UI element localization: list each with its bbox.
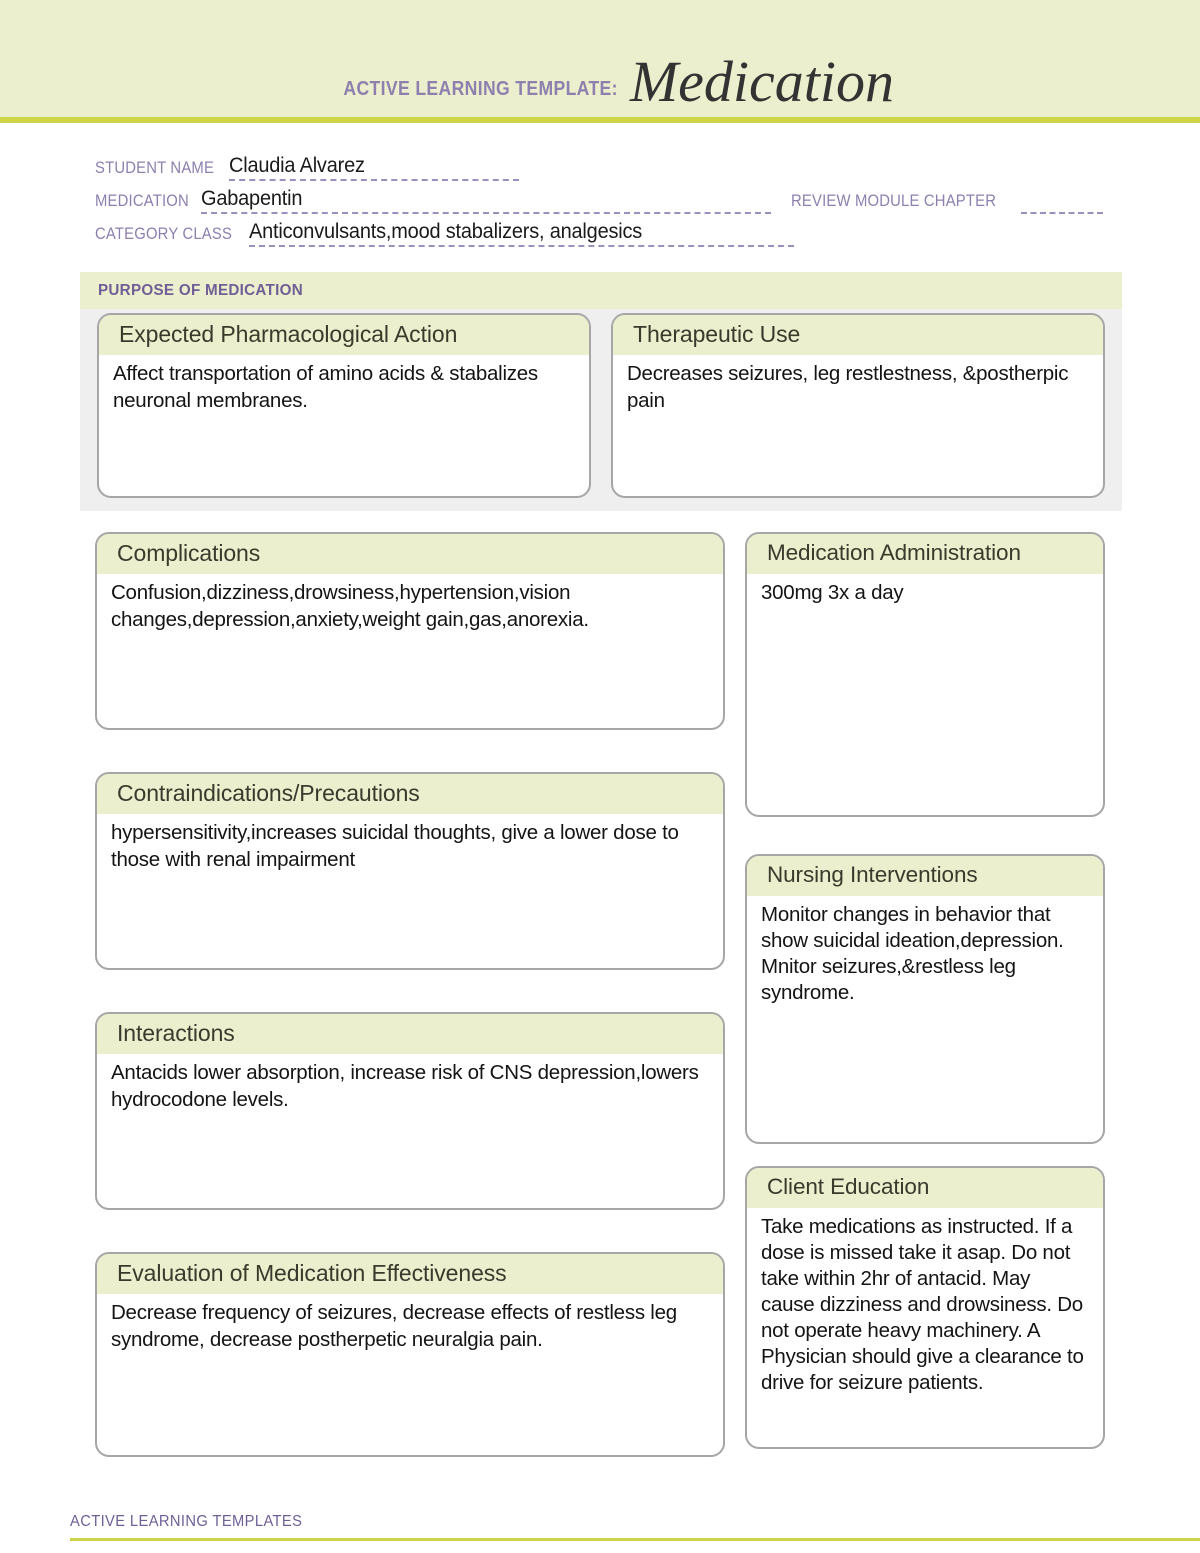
card-content[interactable]: Take medications as instructed. If a dose is missed take it asap. Do not take within 2hr of antacid. May cause dizziness and drowsiness. Do not operate heavy machinery. A Physician should give a clearance to drive for seizure patients.	[761, 1214, 1090, 1394]
card-content[interactable]: Confusion,dizziness,drowsiness,hypertension,vision changes,depression,anxiety,weight gain,gas,anorexia.	[111, 581, 589, 631]
card-title: Expected Pharmacological Action	[99, 315, 589, 355]
card-title: Interactions	[97, 1014, 723, 1054]
card-title: Medication Administration	[747, 534, 1103, 574]
card-content[interactable]: Affect transportation of amino acids & stabalizes neuronal membranes.	[113, 362, 544, 412]
category-class-label: CATEGORY CLASS	[95, 225, 233, 243]
header-rule	[0, 117, 1200, 123]
review-module-chapter-label: REVIEW MODULE CHAPTER	[791, 192, 997, 210]
form-fields	[95, 148, 1105, 247]
card-therapeutic-use	[611, 313, 1105, 498]
purpose-section-title: PURPOSE OF MEDICATION	[98, 281, 304, 299]
card-title: Complications	[97, 534, 723, 574]
review-module-chapter-group	[791, 192, 1103, 214]
footer-label: ACTIVE LEARNING TEMPLATES	[70, 1513, 303, 1530]
category-class-row	[95, 214, 1105, 247]
category-class-value: Anticonvulsants,mood stabalizers, analgesics	[249, 220, 643, 243]
card-content[interactable]: 300mg 3x a day	[761, 580, 904, 604]
student-name-row	[95, 148, 1105, 181]
footer-rule	[70, 1538, 1200, 1541]
card-content[interactable]: Decreases seizures, leg restlestness, &postherpic pain	[627, 362, 1074, 412]
review-module-chapter-input[interactable]	[1021, 193, 1103, 214]
right-column	[745, 532, 1105, 1449]
card-expected-pharmacological-action	[97, 313, 591, 498]
card-title: Nursing Interventions	[747, 856, 1103, 896]
card-content[interactable]: Decrease frequency of seizures, decrease effects of restless leg syndrome, decrease postherpetic neuralgia pain.	[111, 1301, 683, 1351]
card-title: Client Education	[747, 1168, 1103, 1208]
card-content[interactable]: hypersensitivity,increases suicidal thoughts, give a lower dose to those with renal impairment	[111, 821, 685, 871]
category-class-input[interactable]	[249, 220, 794, 247]
template-kicker-label: ACTIVE LEARNING TEMPLATE:	[343, 78, 618, 100]
student-name-value: Claudia Alvarez	[229, 154, 366, 177]
footer	[70, 1513, 1200, 1534]
card-contraindications-precautions	[95, 772, 725, 970]
card-nursing-interventions	[745, 854, 1105, 1144]
card-content[interactable]: Antacids lower absorption, increase risk of CNS depression,lowers hydrocodone levels.	[111, 1061, 705, 1111]
medication-input[interactable]	[201, 187, 771, 214]
medication-label: MEDICATION	[95, 192, 189, 210]
card-client-education	[745, 1166, 1105, 1449]
page-title: Medication	[629, 49, 894, 114]
card-complications	[95, 532, 725, 730]
student-name-input[interactable]	[229, 154, 519, 181]
student-name-label: STUDENT NAME	[95, 159, 215, 177]
purpose-section-header	[80, 272, 1122, 309]
header	[0, 0, 1200, 117]
purpose-cards	[97, 313, 1105, 498]
medication-value: Gabapentin	[201, 187, 303, 210]
card-title: Contraindications/Precautions	[97, 774, 723, 814]
card-interactions	[95, 1012, 725, 1210]
card-title: Therapeutic Use	[613, 315, 1103, 355]
card-evaluation-of-medication-effectiveness	[95, 1252, 725, 1457]
card-content[interactable]: Monitor changes in behavior that show suicidal ideation,depression. Mnitor seizures,&restless leg syndrome.	[761, 902, 1070, 1004]
card-medication-administration	[745, 532, 1105, 817]
purpose-of-medication-panel	[80, 272, 1122, 511]
card-title: Evaluation of Medication Effectiveness	[97, 1254, 723, 1294]
medication-row	[95, 181, 1105, 214]
left-column	[95, 532, 725, 1457]
